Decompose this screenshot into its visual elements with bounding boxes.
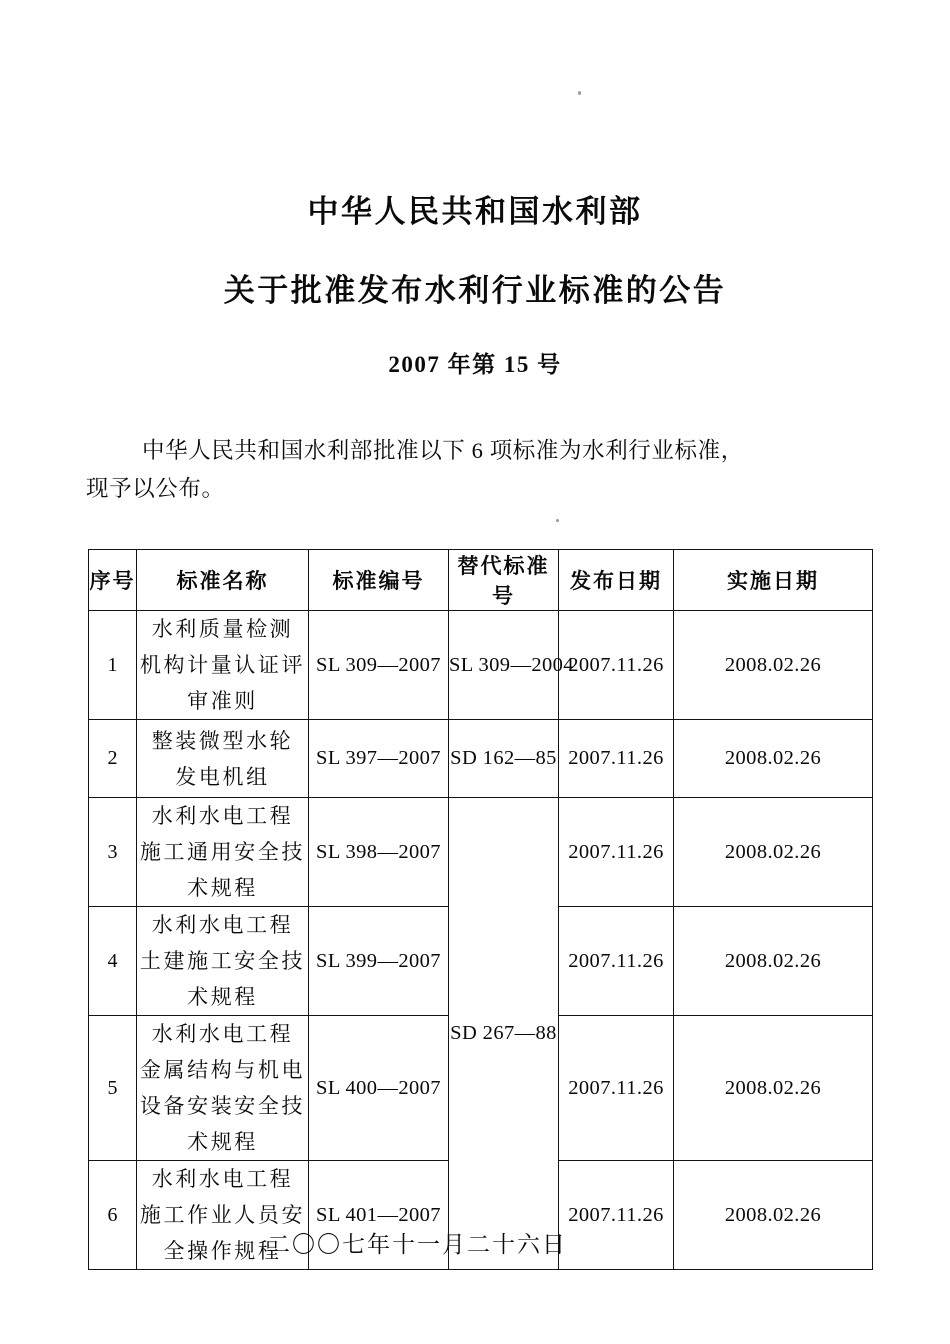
paragraph-line-1: 中华人民共和国水利部批准以下 6 项标准为水利行业标准， <box>142 438 744 463</box>
name-line: 金属结构与机电 <box>139 1058 306 1082</box>
paragraph-line-2: 现予以公布。 <box>86 476 225 501</box>
name-line: 土建施工安全技 <box>139 949 306 973</box>
cell-impl-date: 2008.02.26 <box>674 798 873 907</box>
cell-code: SL 401—2007 <box>309 1161 449 1270</box>
column-header-name: 标准名称 <box>137 550 309 611</box>
cell-impl-date: 2008.02.26 <box>674 1016 873 1161</box>
scan-speck <box>578 91 581 95</box>
name-line: 施工作业人员安 <box>139 1203 306 1227</box>
cell-code: SL 398—2007 <box>309 798 449 907</box>
column-header-issue: 发布日期 <box>559 550 674 611</box>
name-line: 术规程 <box>187 876 258 900</box>
announcement-number: 2007 年第 15 号 <box>388 352 562 377</box>
name-line: 水利水电工程 <box>151 1022 294 1046</box>
table-row <box>89 720 873 798</box>
cell-name <box>137 720 309 798</box>
cell-name <box>137 907 309 1016</box>
cell-seq: 3 <box>89 798 137 907</box>
name-line: 设备安装安全技 <box>139 1094 306 1118</box>
cell-seq: 4 <box>89 907 137 1016</box>
cell-seq: 2 <box>89 720 137 798</box>
name-line: 术规程 <box>187 1130 258 1154</box>
name-line: 发电机组 <box>175 764 270 789</box>
name-line: 机构计量认证评 <box>139 653 306 677</box>
scan-speck <box>556 519 559 522</box>
standards-table <box>88 549 873 1270</box>
name-line: 水利水电工程 <box>151 804 294 828</box>
cell-code: SL 400—2007 <box>309 1016 449 1161</box>
cell-seq: 5 <box>89 1016 137 1161</box>
cell-code: SL 397—2007 <box>309 720 449 798</box>
cell-impl-date: 2008.02.26 <box>674 1161 873 1270</box>
cell-name <box>137 611 309 720</box>
cell-impl-date: 2008.02.26 <box>674 720 873 798</box>
table-row <box>89 798 873 907</box>
cell-code: SL 309—2007 <box>309 611 449 720</box>
cell-replaced: SD 162—85 <box>449 720 559 798</box>
cell-name <box>137 798 309 907</box>
table-header-row <box>89 550 873 611</box>
column-header-impl: 实施日期 <box>674 550 873 611</box>
name-line: 水利水电工程 <box>151 913 294 937</box>
name-line: 整装微型水轮 <box>151 728 294 753</box>
cell-seq: 6 <box>89 1161 137 1270</box>
cell-issue-date: 2007.11.26 <box>559 907 674 1016</box>
cell-replaced-merged: SD 267—88 <box>449 798 559 1270</box>
cell-issue-date: 2007.11.26 <box>559 1016 674 1161</box>
name-line: 全操作规程 <box>163 1239 282 1263</box>
name-line: 术规程 <box>187 985 258 1009</box>
document-signature-date: 二〇〇七年十一月二十六日 <box>267 1232 567 1257</box>
cell-issue-date: 2007.11.26 <box>559 611 674 720</box>
name-line: 水利水电工程 <box>151 1167 294 1191</box>
cell-code: SL 399—2007 <box>309 907 449 1016</box>
cell-name <box>137 1016 309 1161</box>
cell-impl-date: 2008.02.26 <box>674 611 873 720</box>
table-row <box>89 611 873 720</box>
document-title-block <box>0 196 950 376</box>
column-header-seq: 序号 <box>89 550 137 611</box>
page-title-announcement: 关于批准发布水利行业标准的公告 <box>223 273 727 308</box>
column-header-code: 标准编号 <box>309 550 449 611</box>
page-title-ministry: 中华人民共和国水利部 <box>307 194 643 229</box>
name-line: 施工通用安全技 <box>139 840 306 864</box>
cell-seq: 1 <box>89 611 137 720</box>
cell-impl-date: 2008.02.26 <box>674 907 873 1016</box>
cell-issue-date: 2007.11.26 <box>559 798 674 907</box>
announcement-paragraph <box>86 432 876 508</box>
column-header-replaced: 替代标准号 <box>449 550 559 611</box>
cell-replaced: SL 309—2004 <box>449 611 559 720</box>
name-line: 水利质量检测 <box>151 617 294 641</box>
name-line: 审准则 <box>187 689 258 713</box>
cell-issue-date: 2007.11.26 <box>559 720 674 798</box>
cell-issue-date: 2007.11.26 <box>559 1161 674 1270</box>
